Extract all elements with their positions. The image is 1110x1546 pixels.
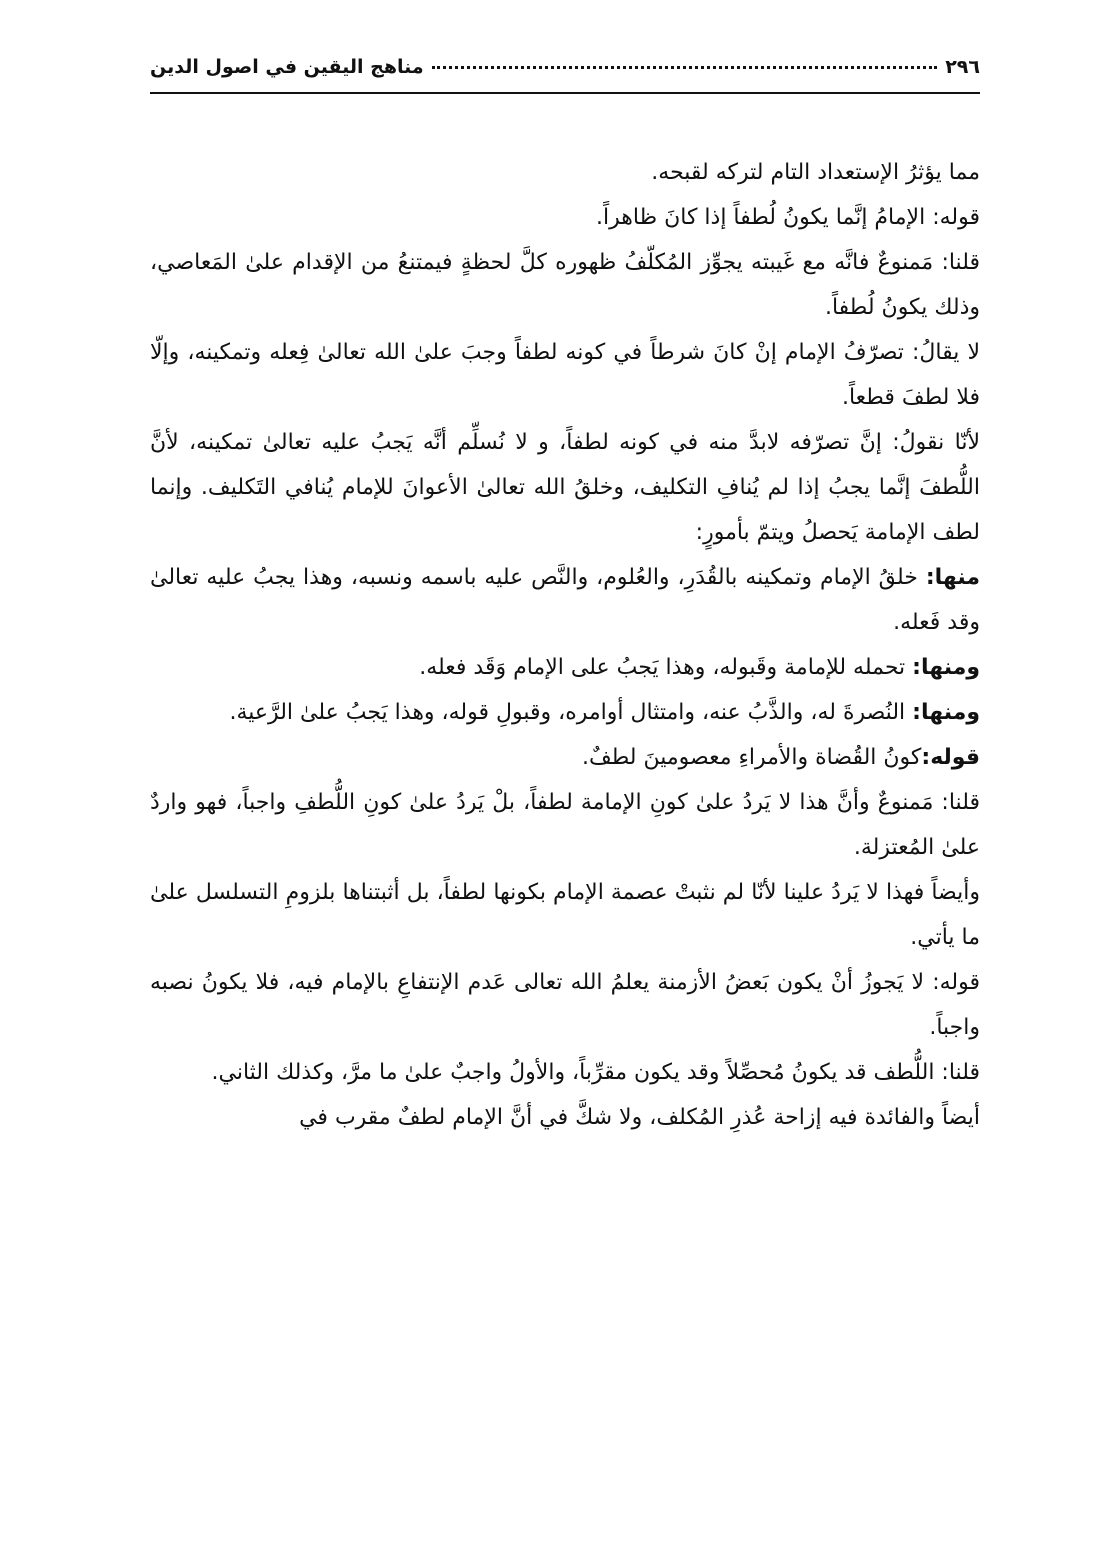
header-rule <box>150 92 980 94</box>
paragraph-lead: قوله: <box>921 745 980 770</box>
paragraph <box>150 195 980 240</box>
paragraph-text: مما يؤثرُ الإستعداد التام لتركه لقبحه. <box>651 160 980 185</box>
running-header <box>150 56 980 90</box>
body-text <box>150 150 980 1140</box>
paragraph-lead: ومنها: <box>912 655 980 680</box>
paragraph-lead: منها: <box>925 565 980 590</box>
paragraph-text: قلنا: مَمنوعٌ وأنَّ هذا لا يَردُ علىٰ كونِ الإمامة لطفاً، بلْ يَردُ علىٰ كونِ اللُّطفِ واجباً، فهو واردٌ علىٰ المُعتزلة. <box>150 790 980 860</box>
paragraph <box>150 1050 980 1095</box>
paragraph-text: قلنا: اللُّطف قد يكونُ مُحصِّلاً وقد يكون مقرِّباً، والأولُ واجبٌ علىٰ ما مرَّ، وكذلك الثاني. <box>211 1060 980 1085</box>
paragraph <box>150 150 980 195</box>
page-number: ٢٩٦ <box>945 56 980 78</box>
paragraph <box>150 240 980 330</box>
paragraph-text: خلقُ الإمام وتمكينه بالقُدَرِ، والعُلوم، والنَّص عليه باسمه ونسبه، وهذا يجبُ عليه تعالىٰ وقد فَعله. <box>150 565 980 635</box>
paragraph-text: تحمله للإمامة وقَبوله، وهذا يَجبُ على الإمام وَقَد فعله. <box>419 655 913 680</box>
paragraph-text: النُصرةَ له، والذَّبُ عنه، وامتثال أوامره، وقبولِ قوله، وهذا يَجبُ علىٰ الرَّعية. <box>229 700 913 725</box>
paragraph-text: لا يقالُ: تصرّفُ الإمام إنْ كانَ شرطاً في كونه لطفاً وجبَ علىٰ الله تعالىٰ فِعله وتمكينه، وإلّا فلا لطفَ قطعاً. <box>150 340 980 410</box>
paragraph <box>150 420 980 555</box>
paragraph <box>150 645 980 690</box>
paragraph-lead: ومنها: <box>912 700 980 725</box>
paragraph <box>150 690 980 735</box>
book-title: مناهج اليقين في اصول الدين <box>150 56 424 78</box>
paragraph <box>150 1095 980 1140</box>
header-dot-leader <box>432 65 938 69</box>
paragraph <box>150 555 980 645</box>
paragraph-text: قوله: الإمامُ إنَّما يكونُ لُطفاً إذا كانَ ظاهراً. <box>596 205 980 230</box>
paragraph <box>150 735 980 780</box>
paragraph-text: وأيضاً فهذا لا يَردُ علينا لأنّا لم نثبتْ عصمة الإمام بكونها لطفاً، بل أثبتناها بلزومِ التسلسل علىٰ ما يأتي. <box>150 880 980 950</box>
paragraph <box>150 960 980 1050</box>
paragraph-text: أيضاً والفائدة فيه إزاحة عُذرِ المُكلف، ولا شكَّ في أنَّ الإمام لطفٌ مقرب في <box>299 1105 980 1130</box>
paragraph-text: قلنا: مَمنوعٌ فانَّه مع غَيبته يجوِّز المُكلّفُ ظهوره كلَّ لحظةٍ فيمتنعُ من الإقدام علىٰ المَعاصي، وذلك يكونُ لُطفاً. <box>150 250 980 320</box>
paragraph-text: لأنّا نقولُ: إنَّ تصرّفه لابدَّ منه في كونه لطفاً، و لا نُسلِّم أنَّه يَجبُ عليه تعالىٰ تمكينه، لأنَّ اللُّطفَ إنَّما يجبُ إذا لم يُنافِ التكليف، وخلقُ الله تعالىٰ الأعوانَ للإمام يُنافي التَكليف. وإنما لطف الإمامة يَحصلُ ويتمّ بأمورٍ: <box>150 430 980 545</box>
paragraph <box>150 330 980 420</box>
paragraph-text: كونُ القُضاة والأمراءِ معصومينَ لطفٌ. <box>581 745 922 770</box>
paragraph <box>150 870 980 960</box>
paragraph <box>150 780 980 870</box>
paragraph-text: قوله: لا يَجوزُ أنْ يكون بَعضُ الأزمنة يعلمُ الله تعالى عَدم الإنتفاعِ بالإمام فيه، فلا يكونُ نصبه واجباً. <box>150 970 980 1040</box>
